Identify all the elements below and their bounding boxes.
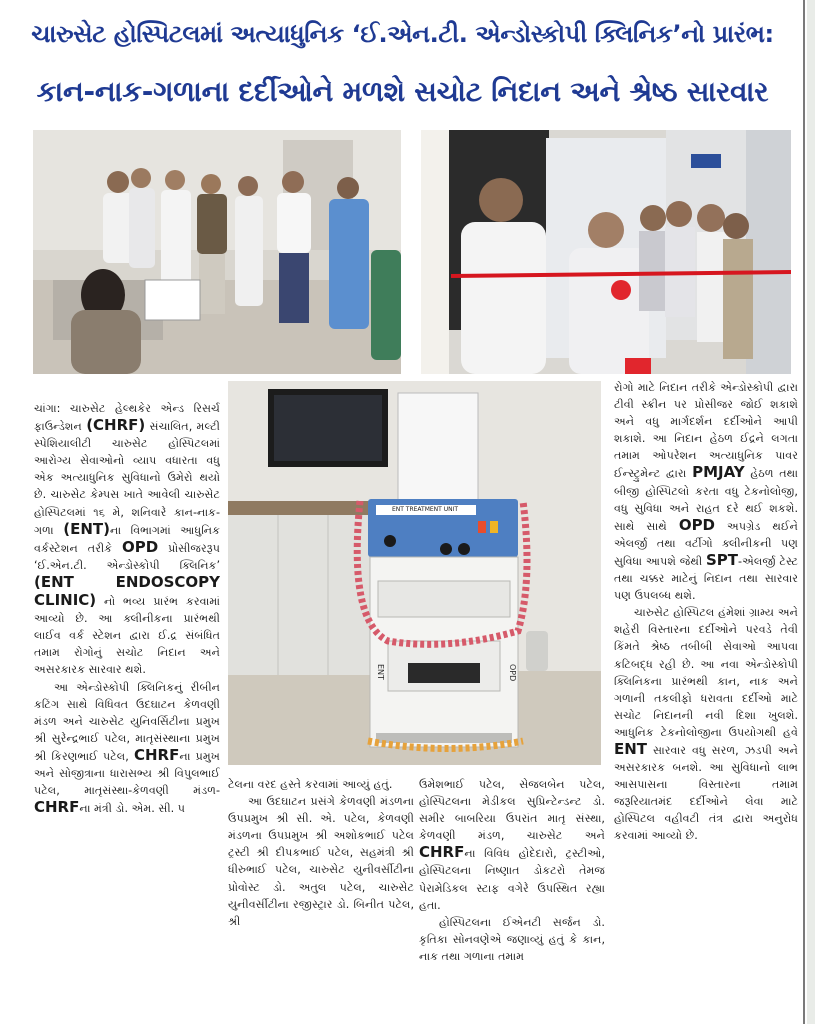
article-paragraph: આ એન્ડોસ્કોપી ક્લિનિકનું રીબીન કટિંગ સાથે વિધિવત ઉદઘાટન કેળવણી મંડળ અને ચારુસેટ યુનિવર્સિટીના પ્રમુખ શ્રી સુરેન્દ્રભાઈ પટેલ, માતૃસંસ્થાના પ્રમુખ શ્રી કિરણભાઈ પટેલ, CHRFના પ્રમુખ અને સોજીત્રાના ધારાસભ્ય શ્રી વિપુલભાઈ પટેલ, માતૃસંસ્થા-કેળવણી મંડળ-CHRFના મંત્રી ડો. એમ. સી. પ xyxy=(34,680,220,817)
headline-line-2: કાન-નાક-ગળાના દર્દીઓને મળશે સચોટ નિદાન અને શ્રેષ્ઠ સારવાર xyxy=(36,75,769,108)
article-paragraph: હોસ્પિટલના ઈએનટી સર્જન ડો. કૃતિકા સોનવણેએ જણાવ્યું હતું કે કાન, નાક તથા ગળાના તમામ xyxy=(419,915,605,963)
article-paragraph: આ ઉદઘાટન પ્રસંગે કેળવણી મંડળના ઉપપ્રમુખ શ્રી સી. એ. પટેલ, કેળવણી મંડળના ઉપપ્રમુખ શ્રી અશોકભાઈ પટેલ ટ્રસ્ટી શ્રી દીપકભાઈ પટેલ, સહમંત્રી શ્રી ધીરુભાઈ પટેલ, ચારુસેટ યુનીવર્સીટીના પ્રોવોસ્ટ ડો. અતુલ પટેલ, ચારુસેટ યુનીવર્સીટીના રજીસ્ટ્રાર ડો. બિનીત પટેલ, શ્રી xyxy=(228,795,414,928)
page-edge-strip xyxy=(807,0,815,1024)
article-paragraph: રોગો માટે નિદાન તરીકે એન્ડોસ્કોપી દ્વારા ટીવી સ્ક્રીન પર પ્રોસીજર જોઈ શકાશે અને વધુ માર્ગદર્શન દર્દીઓને આપી શકાશે. આ નિદાન હેઠળ ઈદ્રને લગતા તમામ ઓપરેશન અત્યાધુનિક પાવર ઈન્સ્ટ્રુમેન્ટ દ્વારા PMJAY હેઠળ તથા બીજી હોસ્પિટલો કરતા વધુ ટેકનોલોજી, વધુ સુવિધા અને રાહત દરે થઈ શકશે. સાથે સાથે OPD અપગ્રેડ થઈને એલર્જી તથા વર્ટીગો ક્લીનીકની પણ સુવિધા આપશે જેથી SPT-એલર્જી ટેસ્ટ તથા ચક્કર માટેનું નિદાન તથા સારવાર પણ ઉપલબ્ધ થશે. xyxy=(614,381,798,603)
device-side-label-left: ENT xyxy=(376,664,385,680)
article-column-3 xyxy=(419,776,605,1006)
article-paragraph: ટેલના વરદ હસ્તે કરવામાં આવ્યું હતું. xyxy=(228,778,393,791)
photo-ribbon-cutting xyxy=(421,130,791,374)
page-edge-rule xyxy=(803,0,805,1024)
article-paragraph: ઉમેશભાઈ પટેલ, સેજલબેન પટેલ, હોસ્પિટલના મેડીકલ સુપ્રિન્ટેન્ડન્ટ ડો. સમીર બાબરિયા ઉપરાંત માતૃ સંસ્થા, કેળવણી મંડળ, ચારુસેટ અને CHRFના વિવિધ હોદેદારો, ટ્રસ્ટીઓ, હોસ્પિટલના નિષ્ણાત ડોકટરો તેમજ પેરામેડિકલ સ્ટાફ વગેરે ઉપસ્થિત રહ્યા હતા. xyxy=(419,778,605,912)
article-column-1 xyxy=(34,400,220,1006)
article-paragraph: ચારુસેટ હોસ્પિટલ હંમેશાં ગ્રામ્ય અને શહેરી વિસ્તારના દર્દીઓને પરવડે તેવી કિંમતે શ્રેષ્ઠ તબીબી સેવાઓ આપવા કટિબદ્ધ રહી છે. આ નવા એન્ડોસ્કોપી ક્લિનિકના પ્રારંભથી કાન, નાક અને ગળાની તકલીફો ધરાવતા દર્દીઓ માટે સચોટ નિદાનની નવી દિશા ખુલશે. આધુનિક ટેકનોલોજીના ઉપયોગથી હવે ENT સારવાર વધુ સરળ, ઝડપી અને અસરકારક બનશે. આ સુવિધાનો લાભ આસપાસના વિસ્તારના તમામ જરૂરિયાતમંદ દર્દીઓને લેવા માટે હોસ્પિટલ વહીવટી તંત્ર દ્વારા અનુરોધ કરવામાં આવ્યો છે. xyxy=(614,606,798,843)
photo-ent-treatment-unit xyxy=(228,381,601,765)
article-column-4 xyxy=(614,379,798,1006)
article-column-2 xyxy=(228,776,414,1006)
device-label: ENT TREATMENT UNIT xyxy=(391,506,459,513)
article-paragraph: ચાંગા: ચારુસેટ હેલ્થકેર એન્ડ રિસર્ચ ફાઉન્ડેશન (CHRF) સંચાલિત, મલ્ટી સ્પેશિયાલીટી ચારુસેટ હોસ્પિટલમાં આરોગ્ય સેવાઓનો વ્યાપ વધારતા વધુ એક અત્યાધુનિક સુવિધાનો ઉમેરો થયો છે. ચારુસેટ કેમ્પસ ખાતે આવેલી ચારુસેટ હોસ્પિટલમાં ૧૬ મે, શનિવારે કાન-નાક-ગળા (ENT)ના વિભાગમાં આધુનિક વર્કસ્ટેશન તરીકે OPD પ્રોસીજરરૂપ ‘ઈ.એન.ટી. એન્ડોસ્કોપી ક્લિનિક’ (ENT ENDOSCOPY CLINIC) નો ભવ્ય પ્રારંભ કરવામાં આવ્યો છે. આ ક્લીનીકના પ્રારંભથી લાઈવ વર્ક સ્ટેશન દ્વારા ઈ.દ્ર સંબંધિત તમામ રોગોનું સચોટ નિદાન અને અસરકારક સારવાર થશે. xyxy=(34,402,220,677)
device-side-label-right: OPD xyxy=(508,664,517,682)
photo-dignitaries-group xyxy=(33,130,401,374)
headline-line-1: ચારુસેટ હોસ્પિટલમાં અત્યાધુનિક ‘ઈ.એન.ટી. એન્ડોસ્કોપી ક્લિનિક’નો પ્રારંભ: xyxy=(31,20,774,48)
